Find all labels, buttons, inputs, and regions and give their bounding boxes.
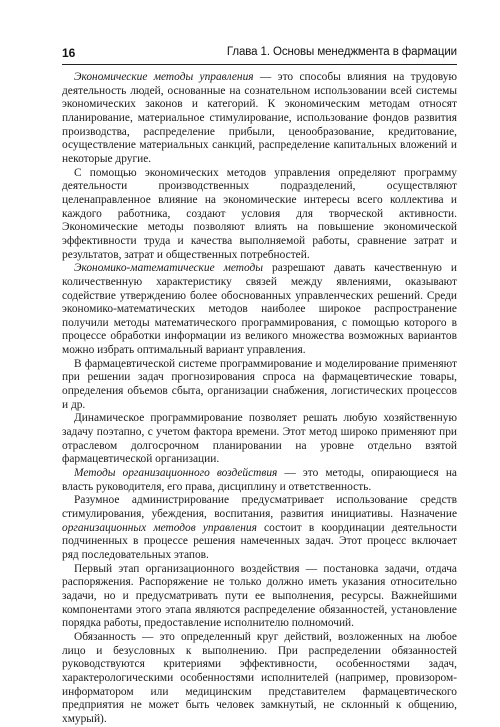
paragraph-text: В фармацевтической системе программирование и моделирование применяют при решении задач прогнозирования спроса на фармацевтические товары, определения объемов сбыта, организации снабжения, логистических процессов и др. (62, 357, 457, 411)
term-emphasis: Экономические методы управления (74, 71, 254, 83)
term-emphasis: Методы организационного воздействия (74, 467, 278, 480)
paragraph (62, 563, 457, 631)
term-emphasis: Экономико-математические методы (74, 262, 264, 275)
paragraph-text: Динамическое программирование позволяет решать любую хозяйственную задачу поэтапно, с учетом фактора времени. Этот метод широко применяют при отраслевом долгосрочном планировании на уровне отдельно взятой фармацевтической организации. (62, 412, 457, 466)
paragraph-text: Разумное администрирование предусматривает использование средств стимулирования, убеждения, воспитания, развития инициативы. Назначение (62, 494, 457, 520)
paragraph (62, 631, 457, 727)
paragraph (62, 167, 457, 263)
paragraph (62, 412, 457, 467)
page-header (62, 46, 457, 64)
paragraph-text: разрешают давать качественную и количественную характеристику связей между явлениями, оказывают содействие утверждению более обоснованных управленческих решений. Среди экономико-математических методов наиболее широкое распространение получили методы математического программирования, с помощью которого в процессе обработки информации из великого множества возможных вариантов можно избрать оптимальный вариант управления. (62, 262, 457, 357)
header-rule (62, 64, 457, 65)
chapter-title: Глава 1. Основы менеджмента в фармации (226, 46, 457, 58)
page-number: 16 (62, 46, 76, 60)
paragraph (62, 71, 457, 167)
paragraph (62, 467, 457, 494)
paragraph-text: Обязанность — это определенный круг действий, возложенных на любое лицо и безусловных к выполнению. При распределении обязанностей руководствуются критериями эффективности, особенностями задач, характерологическими особенностями исполнителей (например, провизором-информатором или медицинским представителем фармацевтического предприятия не может быть человек замкнутый, не склонный к общению, хмурый). (62, 630, 457, 725)
paragraph-text: состоит в координации деятельности подчиненных в процессе решения намеченных задач. Этот процесс включает ряд последовательных этапов. (62, 521, 457, 561)
page-body (62, 71, 457, 727)
paragraph (62, 494, 457, 562)
paragraph-text: Первый этап организационного воздействия — постановка задачи, отдача распоряжения. Распоряжение не только должно иметь указания относительно задачи, но и предусматривать пути ее выполнения, ресурсы. Важнейшими компонентами этого этапа являются распределение обязанностей, установление порядка работы, предоставление исполнителю полномочий. (62, 562, 457, 630)
paragraph-text: — это способы влияния на трудовую деятельность людей, основанные на сознательном использовании всей системы экономических законов и категорий. К экономическим методам относят планирование, материальное стимулирование, использование фондов развития производства, распределение прибыли, ценообразование, кредитование, осуществление материальных санкций, распределение капитальных вложений и некоторые другие. (62, 71, 457, 165)
paragraph-text: — это методы, опирающиеся на власть руководителя, его права, дисциплину и ответственность. (62, 467, 457, 493)
term-emphasis: организационных методов управления (62, 521, 257, 534)
paragraph (62, 262, 457, 358)
paragraph-text: С помощью экономических методов управления определяют программу деятельности производственных подразделений, осуществляют целенаправленное влияние на экономические интересы всего коллектива и каждого работника, создают условия для творческой активности. Экономические методы позволяют влиять на повышение экономической эффективности труда и качества выполняемой работы, сравнение затрат и результатов, затрат и общественных потребностей. (62, 166, 457, 261)
paragraph (62, 358, 457, 413)
